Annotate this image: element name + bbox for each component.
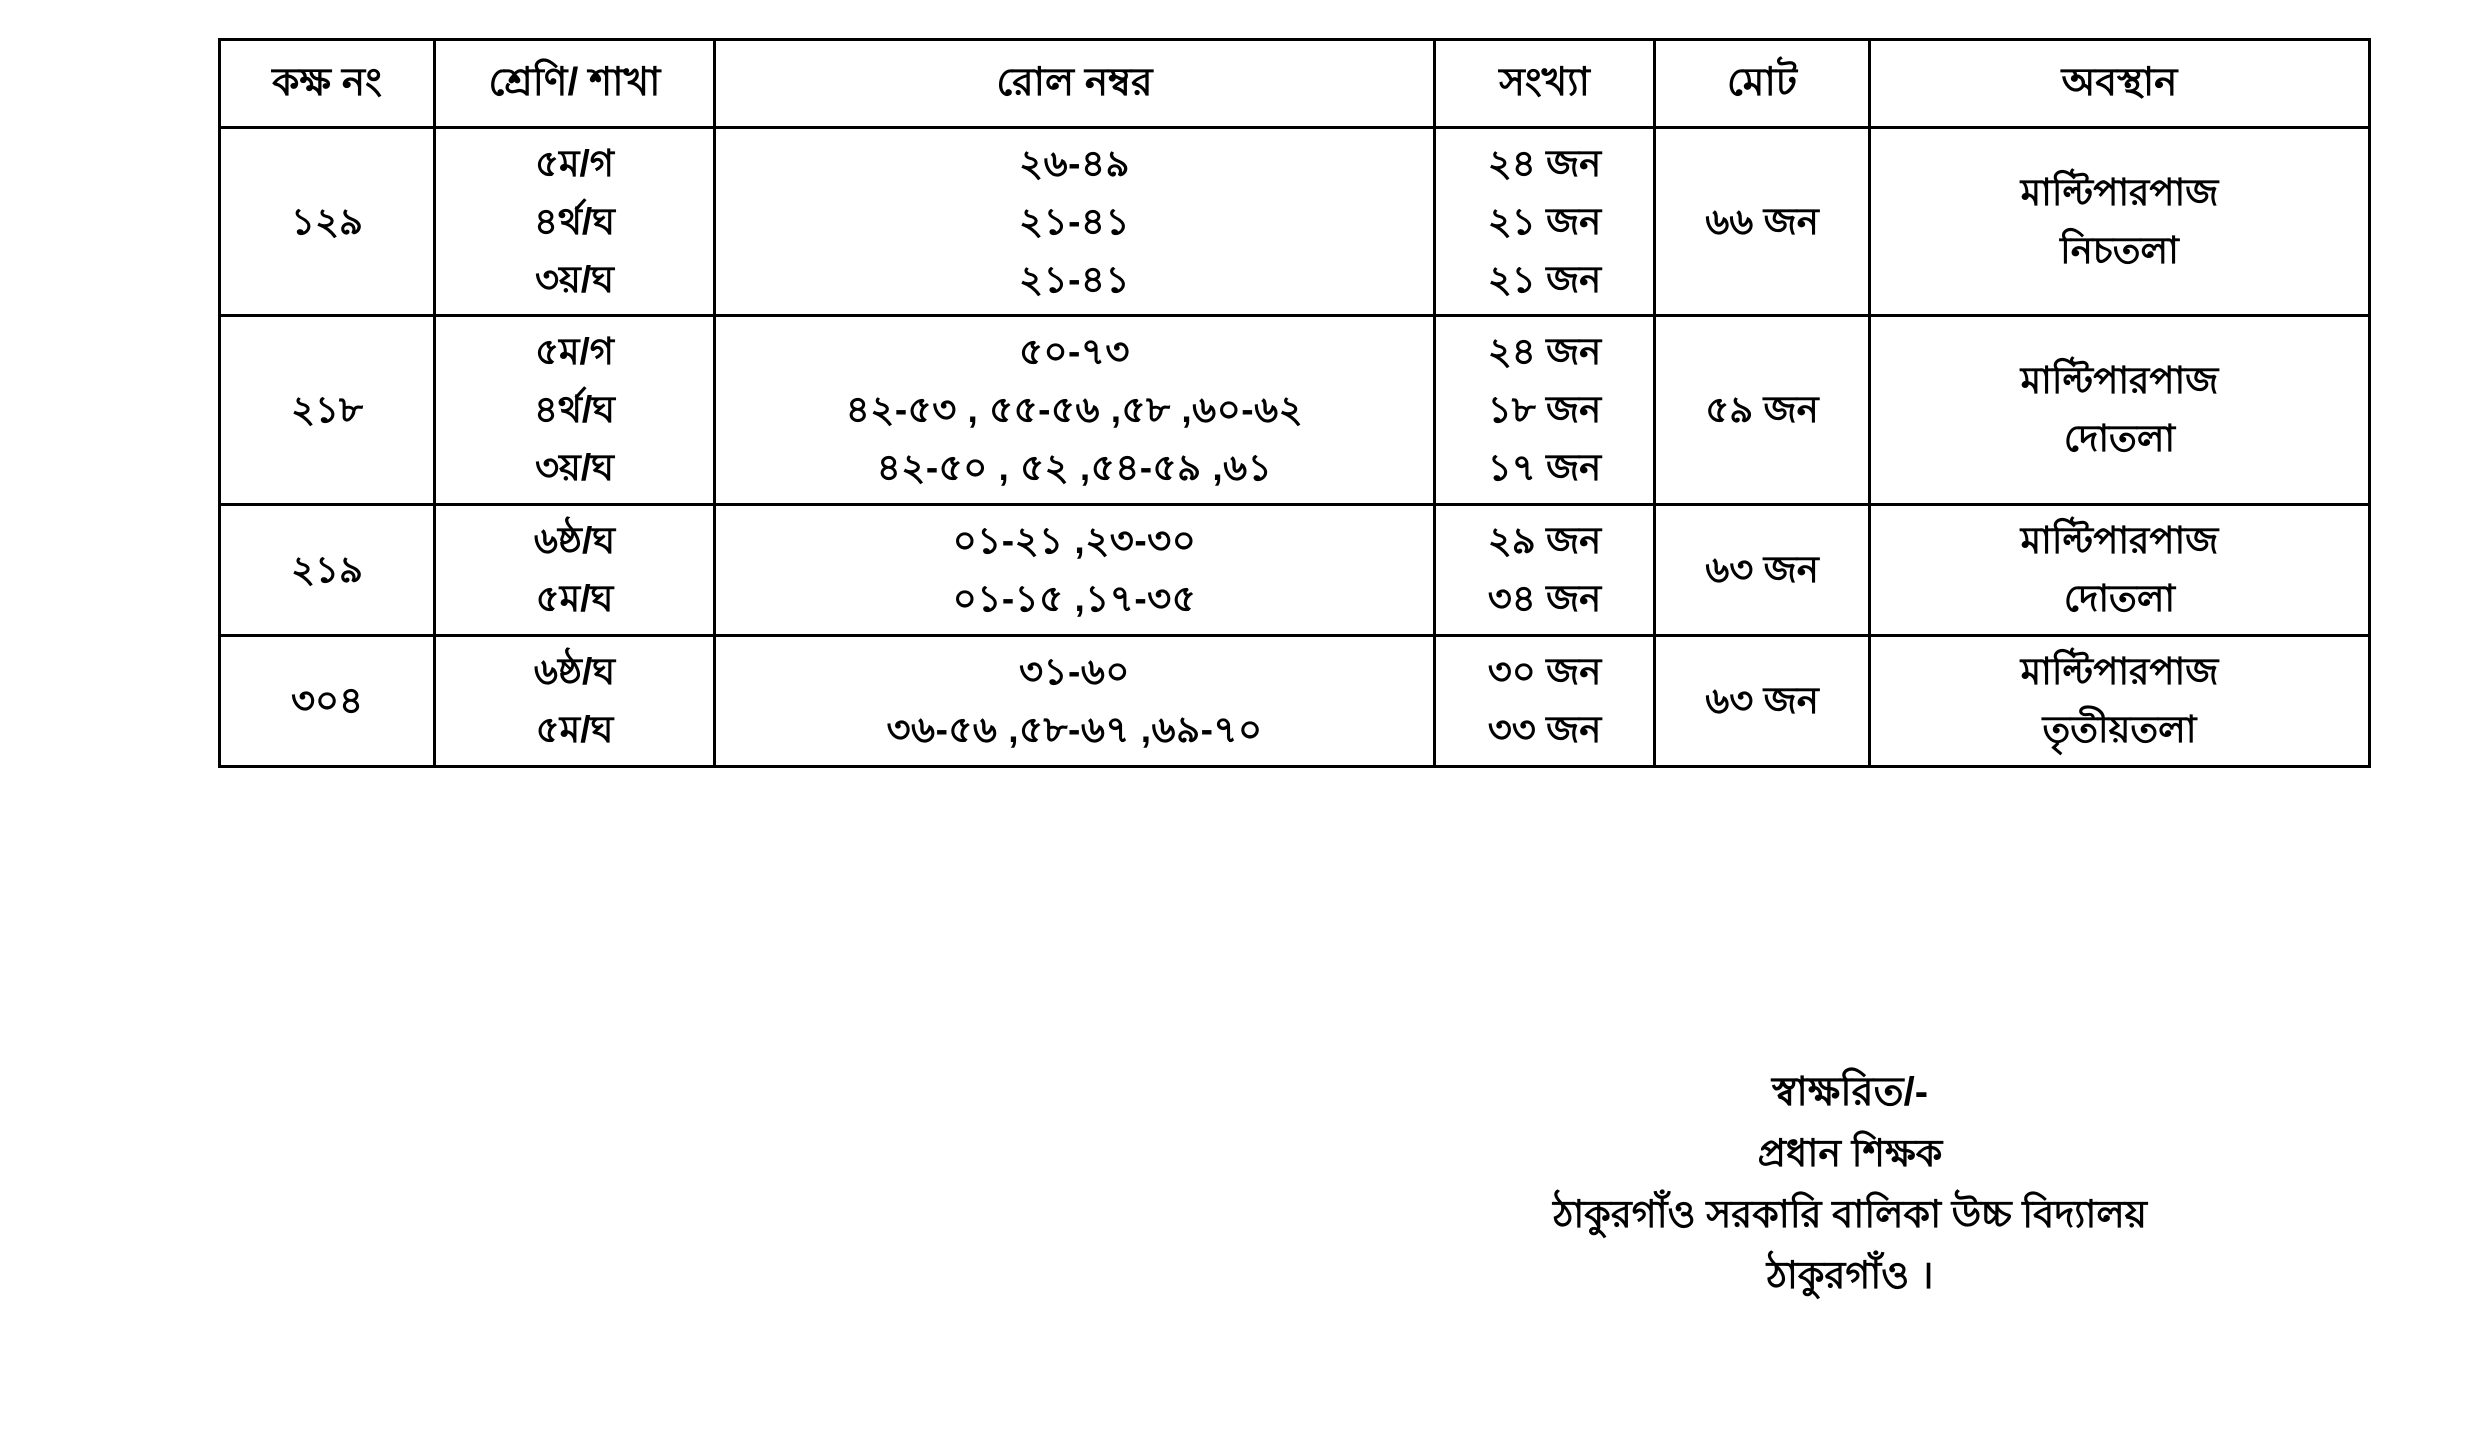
- column-header-total: মোট: [1655, 40, 1870, 128]
- cell-total: ৬৬ জন: [1655, 127, 1870, 316]
- roll-entry: ২৬-৪৯: [1019, 142, 1130, 184]
- place-line: মাল্টিপারপাজ: [2020, 360, 2219, 402]
- column-header-place: অবস্থান: [1870, 40, 2370, 128]
- count-entry: ৩৩ জন: [1487, 709, 1602, 751]
- cell-roll-group: [715, 127, 1435, 316]
- place-line: মাল্টিপারপাজ: [2020, 171, 2219, 213]
- count-entry: ১৮ জন: [1487, 389, 1602, 431]
- seating-table-container: [218, 38, 2368, 768]
- class-entry: ৩য়/ঘ: [535, 447, 614, 489]
- table-row: [220, 505, 2370, 636]
- cell-count-group: [1435, 127, 1655, 316]
- place-line: মাল্টিপারপাজ: [2020, 651, 2219, 693]
- count-entry: ৩৪ জন: [1487, 578, 1602, 620]
- cell-place: [1870, 636, 2370, 767]
- count-entry: ৩০ জন: [1487, 651, 1602, 693]
- column-header-room: কক্ষ নং: [220, 40, 435, 128]
- cell-roll-group: [715, 636, 1435, 767]
- roll-entry: ৩৬-৫৬ ,৫৮-৬৭ ,৬৯-৭০: [886, 709, 1263, 751]
- roll-entry: ০১-২১ ,২৩-৩০: [952, 520, 1197, 562]
- column-header-class: শ্রেণি/ শাখা: [435, 40, 715, 128]
- count-entry: ২১ জন: [1487, 200, 1602, 242]
- cell-roll-group: [715, 505, 1435, 636]
- cell-count-group: [1435, 316, 1655, 505]
- roll-entry: ৫০-৭৩: [1018, 331, 1130, 373]
- seating-table: [218, 38, 2371, 768]
- cell-count-group: [1435, 505, 1655, 636]
- class-entry: ৫ম/ঘ: [535, 578, 614, 620]
- table-row: [220, 636, 2370, 767]
- column-header-roll: রোল নম্বর: [715, 40, 1435, 128]
- class-entry: ৫ম/গ: [534, 142, 615, 184]
- cell-room: ১২৯: [220, 127, 435, 316]
- signature-institution: ঠাকুরগাঁও সরকারি বালিকা উচ্চ বিদ্যালয়: [1552, 1193, 2148, 1236]
- cell-roll-group: [715, 316, 1435, 505]
- roll-entry: ০১-১৫ ,১৭-৩৫: [952, 578, 1197, 620]
- class-entry: ৪র্থ/ঘ: [533, 200, 616, 242]
- cell-total: ৬৩ জন: [1655, 636, 1870, 767]
- roll-entry: ৩১-৬০: [1018, 651, 1130, 693]
- cell-place: [1870, 505, 2370, 636]
- class-entry: ৫ম/গ: [534, 331, 615, 373]
- roll-entry: ২১-৪১: [1019, 200, 1130, 242]
- class-entry: ৪র্থ/ঘ: [533, 389, 616, 431]
- place-line: দোতলা: [2063, 578, 2176, 620]
- table-row: [220, 127, 2370, 316]
- place-line: দোতলা: [2063, 418, 2176, 460]
- place-line: মাল্টিপারপাজ: [2020, 520, 2219, 562]
- cell-place: [1870, 316, 2370, 505]
- signature-designation: প্রধান শিক্ষক: [1757, 1133, 1943, 1175]
- cell-total: ৫৯ জন: [1655, 316, 1870, 505]
- class-entry: ৫ম/ঘ: [535, 709, 614, 751]
- table-body: [220, 127, 2370, 766]
- cell-class-group: [435, 505, 715, 636]
- table-header: [220, 40, 2370, 128]
- signature-block: [1380, 1060, 2320, 1306]
- cell-class-group: [435, 127, 715, 316]
- count-entry: ২৯ জন: [1487, 520, 1602, 562]
- table-row: [220, 316, 2370, 505]
- count-entry: ১৭ জন: [1487, 447, 1602, 489]
- class-entry: ৬ষ্ঠ/ঘ: [533, 651, 616, 693]
- place-line: তৃতীয়তলা: [2042, 709, 2197, 751]
- place-line: নিচতলা: [2060, 229, 2179, 271]
- signature-location: ঠাকুরগাঁও ।: [1766, 1254, 1934, 1297]
- cell-count-group: [1435, 636, 1655, 767]
- cell-total: ৬৩ জন: [1655, 505, 1870, 636]
- count-entry: ২৪ জন: [1487, 142, 1602, 184]
- class-entry: ৩য়/ঘ: [535, 258, 614, 300]
- cell-room: ২১৮: [220, 316, 435, 505]
- cell-class-group: [435, 636, 715, 767]
- cell-class-group: [435, 316, 715, 505]
- signature-signed: স্বাক্ষরিত/-: [1771, 1070, 1929, 1114]
- cell-room: ২১৯: [220, 505, 435, 636]
- roll-entry: ৪২-৫৩ , ৫৫-৫৬ ,৫৮ ,৬০-৬২: [845, 389, 1304, 431]
- count-entry: ২১ জন: [1487, 258, 1602, 300]
- count-entry: ২৪ জন: [1487, 331, 1602, 373]
- cell-place: [1870, 127, 2370, 316]
- table-header-row: [220, 40, 2370, 128]
- column-header-count: সংখ্যা: [1435, 40, 1655, 128]
- roll-entry: ৪২-৫০ , ৫২ ,৫৪-৫৯ ,৬১: [876, 447, 1273, 489]
- cell-room: ৩০৪: [220, 636, 435, 767]
- class-entry: ৬ষ্ঠ/ঘ: [533, 520, 616, 562]
- roll-entry: ২১-৪১: [1019, 258, 1130, 300]
